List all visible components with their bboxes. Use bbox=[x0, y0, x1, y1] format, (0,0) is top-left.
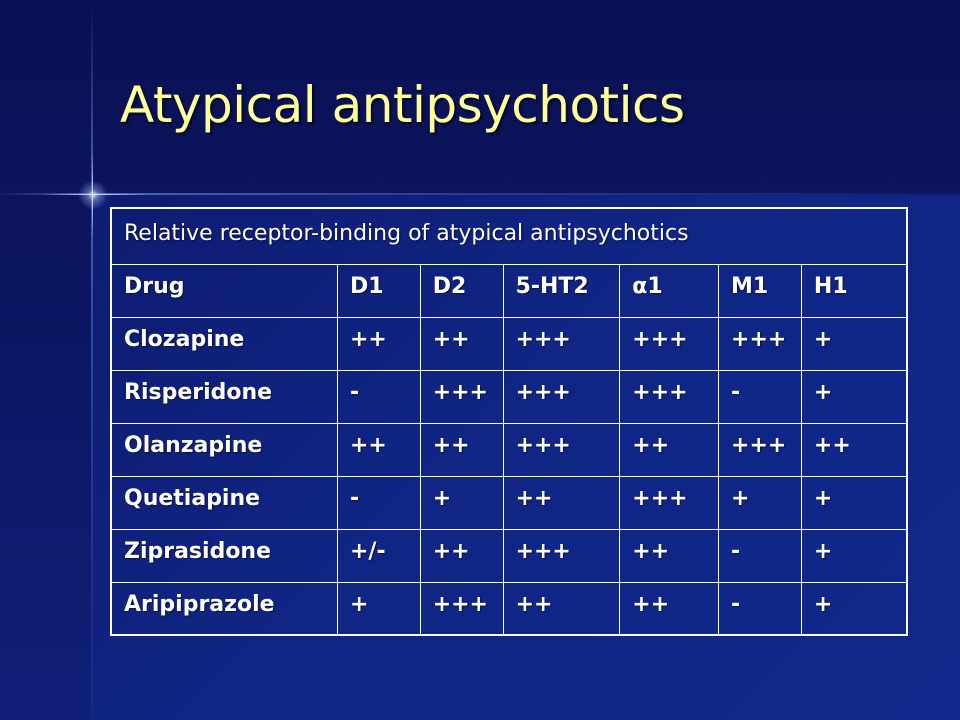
table-cell: ++ bbox=[420, 423, 503, 476]
table-cell: ++ bbox=[420, 317, 503, 370]
table-cell: +++ bbox=[503, 317, 620, 370]
header-cell: Drug bbox=[111, 264, 337, 317]
drug-name-cell: Clozapine bbox=[111, 317, 337, 370]
header-cell: M1 bbox=[719, 264, 802, 317]
table-cell: ++ bbox=[337, 423, 420, 476]
table-cell: - bbox=[337, 476, 420, 529]
table-cell: +++ bbox=[620, 370, 719, 423]
table-cell: ++ bbox=[337, 317, 420, 370]
table-row bbox=[111, 423, 907, 476]
table-cell: - bbox=[337, 370, 420, 423]
table-cell: + bbox=[719, 476, 802, 529]
table-cell: + bbox=[801, 317, 907, 370]
table-cell: - bbox=[719, 582, 802, 635]
table-cell: +++ bbox=[503, 370, 620, 423]
sparkle-ray-vertical bbox=[92, 150, 93, 240]
table-cell: +++ bbox=[503, 529, 620, 582]
slide-title: Atypical antipsychotics bbox=[120, 76, 685, 134]
table-cell: + bbox=[337, 582, 420, 635]
table-cell: +++ bbox=[620, 476, 719, 529]
table-row bbox=[111, 317, 907, 370]
receptor-binding-table bbox=[110, 207, 908, 636]
table-cell: + bbox=[420, 476, 503, 529]
header-cell: D2 bbox=[420, 264, 503, 317]
header-cell: 5-HT2 bbox=[503, 264, 620, 317]
table-cell: +/- bbox=[337, 529, 420, 582]
table-cell: ++ bbox=[620, 529, 719, 582]
drug-name-cell: Quetiapine bbox=[111, 476, 337, 529]
sparkle-icon bbox=[78, 180, 108, 210]
table-cell: +++ bbox=[503, 423, 620, 476]
header-cell: α1 bbox=[620, 264, 719, 317]
table-cell: +++ bbox=[620, 317, 719, 370]
table-cell: +++ bbox=[719, 423, 802, 476]
table-row bbox=[111, 529, 907, 582]
table-header-row bbox=[111, 264, 907, 317]
drug-name-cell: Aripiprazole bbox=[111, 582, 337, 635]
decorative-vertical-line bbox=[91, 0, 93, 720]
table-cell: +++ bbox=[420, 582, 503, 635]
table-row bbox=[111, 582, 907, 635]
header-cell: D1 bbox=[337, 264, 420, 317]
table-cell: - bbox=[719, 370, 802, 423]
table-cell: +++ bbox=[420, 370, 503, 423]
drug-name-cell: Risperidone bbox=[111, 370, 337, 423]
table-cell: ++ bbox=[620, 423, 719, 476]
table-cell: ++ bbox=[801, 423, 907, 476]
table-row bbox=[111, 370, 907, 423]
table-caption-row bbox=[111, 208, 907, 264]
table-cell: ++ bbox=[420, 529, 503, 582]
table-cell: + bbox=[801, 370, 907, 423]
table-cell: + bbox=[801, 476, 907, 529]
table-cell: +++ bbox=[719, 317, 802, 370]
table-caption: Relative receptor-binding of atypical antipsychotics bbox=[111, 208, 907, 264]
drug-name-cell: Olanzapine bbox=[111, 423, 337, 476]
table-row bbox=[111, 476, 907, 529]
table-cell: ++ bbox=[503, 476, 620, 529]
sparkle-ray-horizontal bbox=[40, 194, 150, 195]
table-cell: - bbox=[719, 529, 802, 582]
table-cell: + bbox=[801, 582, 907, 635]
drug-name-cell: Ziprasidone bbox=[111, 529, 337, 582]
table-cell: ++ bbox=[503, 582, 620, 635]
header-cell: H1 bbox=[801, 264, 907, 317]
table-cell: ++ bbox=[620, 582, 719, 635]
table-cell: + bbox=[801, 529, 907, 582]
